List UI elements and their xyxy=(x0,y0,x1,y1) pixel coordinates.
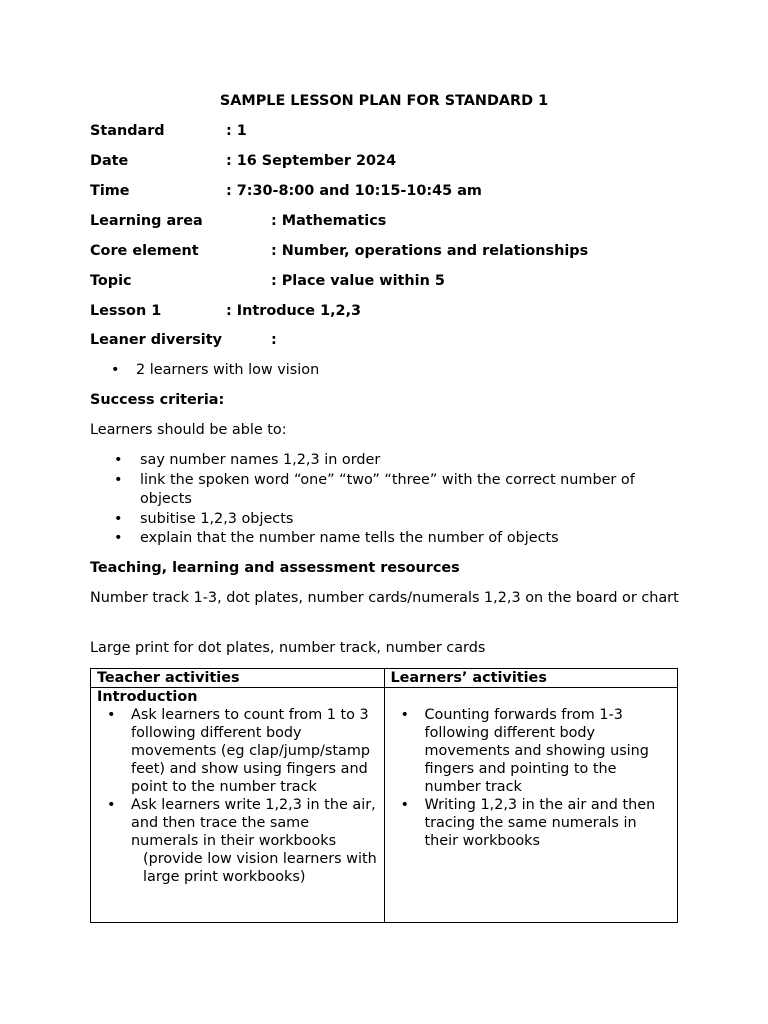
standard-label: Standard xyxy=(90,123,165,139)
activity-text: Ask learners write 1,2,3 in the air, and then trace the same numerals in their workbooks xyxy=(131,797,376,849)
success-criteria-heading: Success criteria: xyxy=(90,392,225,408)
list-item xyxy=(114,471,674,510)
bullet: • xyxy=(107,707,116,723)
table-header-row xyxy=(91,669,678,688)
date-label: Date xyxy=(90,153,129,169)
diversity-bullet: • xyxy=(111,362,120,378)
date-value: : 16 September 2024 xyxy=(226,153,397,169)
teacher-activities-list xyxy=(97,706,378,850)
bullet: • xyxy=(114,510,123,527)
diversity-item: 2 learners with low vision xyxy=(136,362,320,378)
bullet: • xyxy=(114,471,123,488)
learner-activities-header: Learners’ activities xyxy=(384,669,678,688)
activity-text: Writing 1,2,3 in the air and then tracing the same numerals in their workbooks xyxy=(424,797,656,849)
learning-area-value: : Mathematics xyxy=(271,213,387,229)
resources-heading: Teaching, learning and assessment resources xyxy=(90,560,460,576)
activity-text: Counting forwards from 1-3 following different body movements and showing using fingers and pointing to the number track xyxy=(424,707,649,795)
time-value: : 7:30-8:00 and 10:15-10:45 am xyxy=(226,183,482,199)
criteria-text: explain that the number name tells the number of objects xyxy=(140,530,559,546)
list-item xyxy=(391,796,672,850)
learning-area-label: Learning area xyxy=(90,213,203,229)
topic-label: Topic xyxy=(90,273,132,289)
table-row xyxy=(91,688,678,923)
bullet: • xyxy=(114,530,123,546)
low-vision-note: (provide low vision learners with large print workbooks) xyxy=(143,851,377,885)
topic-value: : Place value within 5 xyxy=(271,273,445,289)
lesson-value: : Introduce 1,2,3 xyxy=(226,303,362,319)
learner-activities-list xyxy=(391,706,672,850)
bullet: • xyxy=(114,452,123,468)
page-title: SAMPLE LESSON PLAN FOR STANDARD 1 xyxy=(219,93,549,109)
resources-line-2: Large print for dot plates, number track, number cards xyxy=(90,640,486,656)
standard-value: : 1 xyxy=(226,123,247,139)
activity-text: Ask learners to count from 1 to 3 following different body movements (eg clap/jump/stamp feet) and show using fingers and point to the number track xyxy=(131,707,371,795)
criteria-text: subitise 1,2,3 objects xyxy=(140,510,294,527)
time-label: Time xyxy=(90,183,130,199)
learner-diversity-label: Leaner diversity xyxy=(90,332,222,348)
list-item xyxy=(114,451,674,471)
teacher-activities-header: Teacher activities xyxy=(91,669,385,688)
list-item xyxy=(114,510,674,530)
criteria-text: link the spoken word “one” “two” “three” with the correct number of objects xyxy=(140,471,635,507)
learner-diversity-value: : xyxy=(271,332,277,348)
teacher-activities-cell xyxy=(91,688,385,923)
list-item xyxy=(97,796,378,850)
list-item xyxy=(114,529,674,549)
success-criteria-list xyxy=(114,451,674,549)
list-item xyxy=(97,706,378,796)
core-element-value: : Number, operations and relationships xyxy=(271,243,589,259)
bullet: • xyxy=(400,707,409,723)
resources-line-1: Number track 1-3, dot plates, number cards/numerals 1,2,3 on the board or chart xyxy=(90,590,679,606)
list-item xyxy=(391,706,672,796)
bullet: • xyxy=(400,797,409,813)
success-criteria-intro: Learners should be able to: xyxy=(90,422,287,438)
core-element-label: Core element xyxy=(90,243,199,259)
introduction-label: Introduction xyxy=(97,689,198,705)
bullet: • xyxy=(107,797,116,813)
criteria-text: say number names 1,2,3 in order xyxy=(140,452,381,468)
learner-activities-cell xyxy=(384,688,678,923)
lesson-label: Lesson 1 xyxy=(90,303,162,319)
activities-table xyxy=(90,668,678,923)
